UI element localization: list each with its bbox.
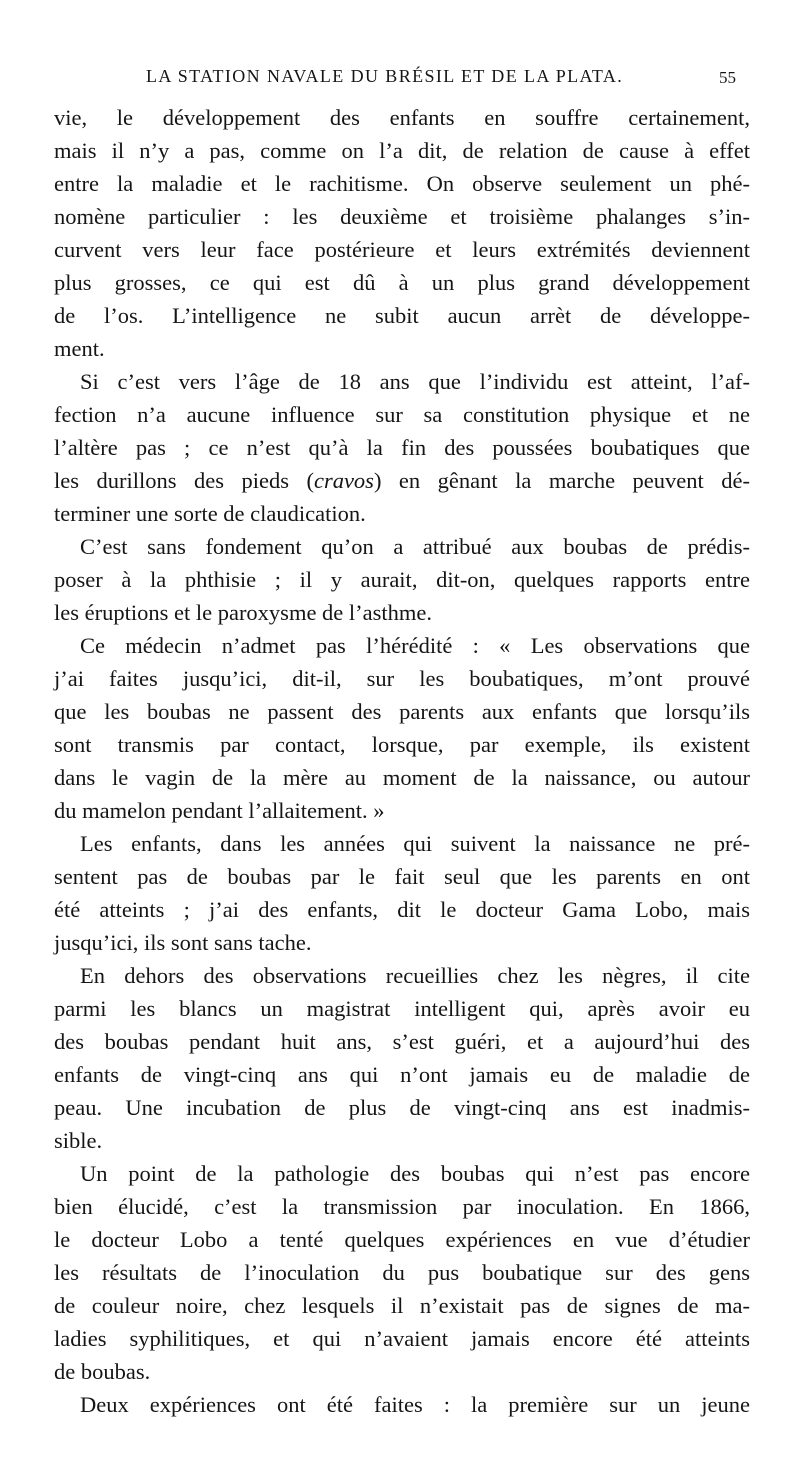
text-line: terminer une sorte de claudication. [54, 501, 366, 526]
text-line: sont transmis par contact, lorsque, par exemple, ils existent [54, 732, 750, 757]
text-line: ment. [54, 336, 105, 361]
text-line: j’ai faites jusqu’ici, dit-il, sur les boubatiques, m’ont prouvé [54, 666, 750, 691]
text-line: enfants de vingt-cinq ans qui n’ont jamais eu de maladie de [54, 1062, 750, 1087]
paragraph-first-line: C’est sans fondement qu’on a attribué aux boubas de prédis- [80, 534, 750, 559]
text-line: le docteur Lobo a tenté quelques expériences en vue d’étudier [54, 1227, 750, 1252]
paragraph-first-line: Deux expériences ont été faites : la première sur un jeune [80, 1392, 750, 1417]
line-lead-text: les durillons des pieds ( [54, 468, 314, 493]
paragraph-first-line: Ce médecin n’admet pas l’hérédité : « Les observations que [80, 633, 750, 658]
italic-term: cravos [313, 468, 374, 493]
running-title: LA STATION NAVALE DU BRÉSIL ET DE LA PLATA. [146, 66, 624, 86]
text-line: sentent pas de boubas par le fait seul que les parents en ont [54, 864, 750, 889]
text-line: des boubas pendant huit ans, s’est guéri, et a aujourd’hui des [54, 1029, 750, 1054]
paragraph-first-line: En dehors des observations recueillies chez les nègres, il cite [80, 963, 750, 988]
text-line: poser à la phthisie ; il y aurait, dit-on, quelques rapports entre [54, 567, 750, 592]
text-line: curvent vers leur face postérieure et leurs extrémités deviennent [54, 237, 750, 262]
text-line: nomène particulier : les deuxième et troisième phalanges s’in- [54, 204, 750, 229]
text-line: peau. Une incubation de plus de vingt-cinq ans est inadmis- [54, 1095, 750, 1120]
text-line: les éruptions et le paroxysme de l’asthme. [54, 600, 433, 625]
text-line: ladies syphilitiques, et qui n’avaient jamais encore été atteints [54, 1326, 750, 1351]
text-line: plus grosses, ce qui est dû à un plus grand développement [54, 270, 750, 295]
text-line: de boubas. [54, 1359, 151, 1384]
paragraph-first-line: Les enfants, dans les années qui suivent la naissance ne pré- [80, 831, 750, 856]
text-line: entre la maladie et le rachitisme. On observe seulement un phé- [54, 171, 750, 196]
text-line: mais il n’y a pas, comme on l’a dit, de relation de cause à effet [54, 138, 750, 163]
text-line: fection n’a aucune influence sur sa constitution physique et ne [54, 402, 750, 427]
text-line: sible. [54, 1128, 103, 1153]
text-line: été atteints ; j’ai des enfants, dit le docteur Gama Lobo, mais [54, 897, 750, 922]
text-line: bien élucidé, c’est la transmission par inoculation. En 1866, [54, 1194, 750, 1219]
text-line: du mamelon pendant l’allaitement. » [54, 798, 385, 823]
text-line: dans le vagin de la mère au moment de la naissance, ou autour [54, 765, 750, 790]
text-line: de couleur noire, chez lesquels il n’existait pas de signes de ma- [54, 1293, 750, 1318]
text-line: que les boubas ne passent des parents aux enfants que lorsqu’ils [54, 699, 750, 724]
page-number: 55 [719, 68, 736, 87]
running-head [0, 66, 800, 92]
text-line: vie, le développement des enfants en souffre certainement, [54, 105, 750, 130]
line-tail-text: ) en gênant la marche peuvent dé- [373, 468, 750, 493]
text-line: parmi les blancs un magistrat intelligent qui, après avoir eu [54, 996, 750, 1021]
paragraph-first-line: Si c’est vers l’âge de 18 ans que l’individu est atteint, l’af- [80, 369, 750, 394]
text-line: de l’os. L’intelligence ne subit aucun arrèt de développe- [54, 303, 750, 328]
paragraph-first-line: Un point de la pathologie des boubas qui n’est pas encore [80, 1161, 750, 1186]
text-line: l’altère pas ; ce n’est qu’à la fin des poussées boubatiques que [54, 435, 750, 460]
text-line: les résultats de l’inoculation du pus boubatique sur des gens [54, 1260, 750, 1285]
text-line [54, 466, 750, 496]
text-line: jusqu’ici, ils sont sans tache. [54, 930, 312, 955]
